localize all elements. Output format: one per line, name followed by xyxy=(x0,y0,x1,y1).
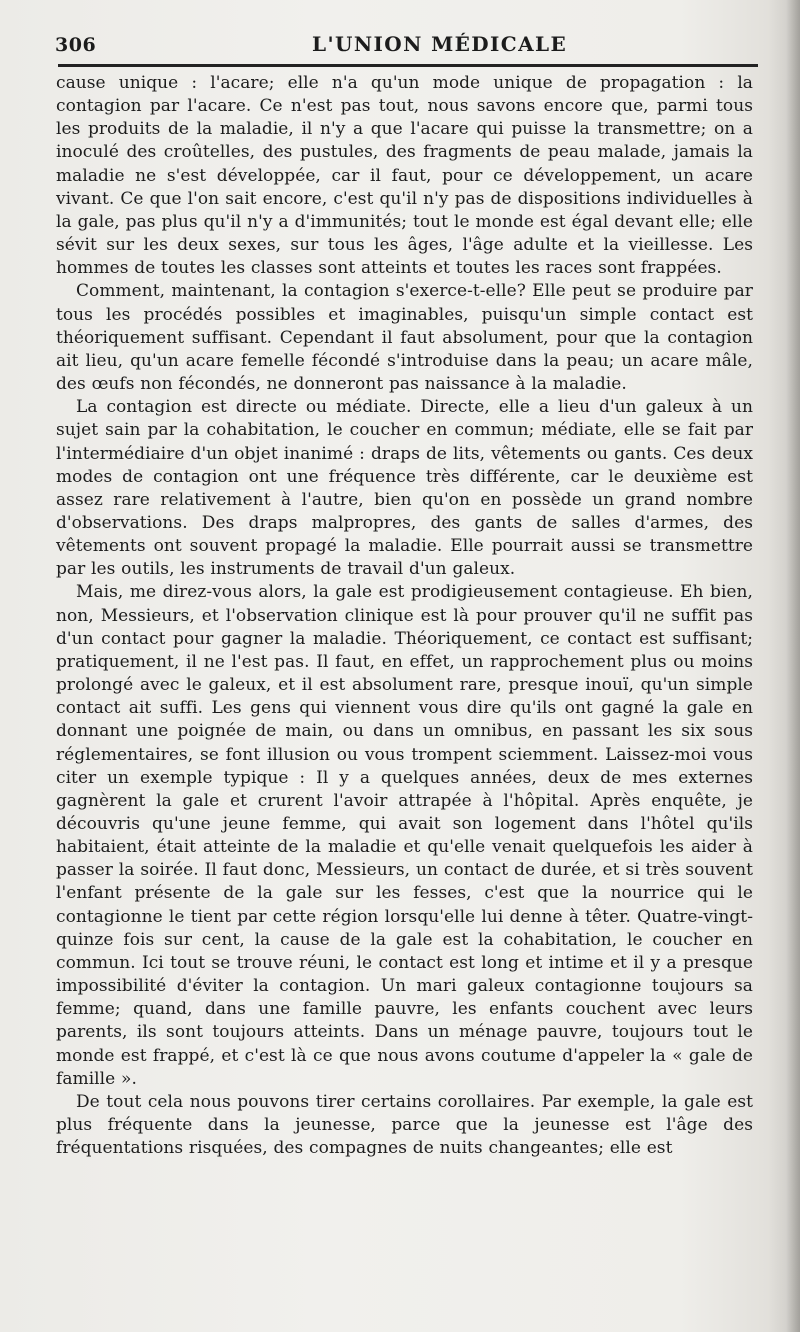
page-number: 306 xyxy=(55,34,97,56)
paragraph-1: cause unique : l'acare; elle n'a qu'un mode unique de propagation : la contagion par l'acare. Ce n'est pas tout, nous savons encore que, parmi tous les produits de la maladie, il n'y a que l'acare qui puisse la transmettre; on a inoculé des croûtelles, des pustules, des fragments de peau malade, jamais la maladie ne s'est développée, car il faut, pour ce développement, un acare vivant. Ce que l'on sait encore, c'est qu'il n'y pas de dispositions individuelles à la gale, pas plus qu'il n'y a d'immunités; tout le monde est égal devant elle; elle sévit sur les deux sexes, sur tous les âges, l'âge adulte et la vieillesse. Les hommes de toutes les classes sont atteints et toutes les races sont frappées. xyxy=(56,73,753,279)
header-rule xyxy=(58,64,758,67)
running-header xyxy=(52,30,750,58)
paragraph-5: De tout cela nous pouvons tirer certains corollaires. Par exemple, la gale est plus fréquente dans la jeunesse, parce que la jeunesse est l'âge des fréquentations risquées, des compagnes de nuits changeantes; elle est xyxy=(56,1091,753,1159)
body-text xyxy=(56,72,753,1160)
journal-title: L'UNION MÉDICALE xyxy=(312,32,568,56)
paragraph-3: La contagion est directe ou médiate. Directe, elle a lieu d'un galeux à un sujet sain par la cohabitation, le coucher en commun; médiate, elle se fait par l'intermédiaire d'un objet inanimé : draps de lits, vêtements ou gants. Ces deux modes de contagion ont une fréquence très différente, car le deuxième est assez rare relativement à l'autre, bien qu'on en possède un grand nombre d'observations. Des draps malpropres, des gants de salles d'armes, des vêtements ont souvent propagé la maladie. Elle pourrait aussi se transmettre par les outils, les instruments de travail d'un galeux. xyxy=(56,397,753,580)
paragraph-2: Comment, maintenant, la contagion s'exerce-t-elle? Elle peut se produire par tous les procédés possibles et imaginables, puisqu'un simple contact est théoriquement suffisant. Cependant il faut absolument, pour que la contagion ait lieu, qu'un acare femelle fécondé s'introduise dans la peau; un acare mâle, des œufs non fécondés, ne donneront pas naissance à la maladie. xyxy=(56,281,753,395)
paragraph-4: Mais, me direz-vous alors, la gale est prodigieusement contagieuse. Eh bien, non, Messieurs, et l'observation clinique est là pour prouver qu'il ne suffit pas d'un contact pour gagner la maladie. Théoriquement, ce contact est suffisant; pratiquement, il ne l'est pas. Il faut, en effet, un rapprochement plus ou moins prolongé avec le galeux, et il est absolument rare, presque inouï, qu'un simple contact ait suffi. Les gens qui viennent vous dire qu'ils ont gagné la gale en donnant une poignée de main, ou dans un omnibus, en passant les six sous réglementaires, se font illusion ou vous trompent sciemment. Laissez-moi vous citer un exemple typique : Il y a quelques années, deux de mes externes gagnèrent la gale et crurent l'avoir attrapée à l'hôpital. Après enquête, je découvris qu'une jeune femme, qui avait son logement dans l'hôtel qu'ils habitaient, était atteinte de la maladie et qu'elle venait quelquefois les aider à passer la soirée. Il faut donc, Messieurs, un contact de durée, et si très souvent l'enfant présente de la gale sur les fesses, c'est que la nourrice qui le contagionne le tient par cette région lorsqu'elle lui denne à têter. Quatre-vingt-quinze fois sur cent, la cause de la gale est la cohabitation, le coucher en commun. Ici tout se trouve réuni, le contact est long et intime et il y a presque impossibilité d'éviter la contagion. Un mari galeux contagionne toujours sa femme; quand, dans une famille pauvre, les enfants couchent avec leurs parents, ils sont toujours atteints. Dans un ménage pauvre, toujours tout le monde est frappé, et c'est là ce que nous avons coutume d'appeler la « gale de famille ». xyxy=(56,582,753,1089)
page-edge-shadow xyxy=(786,0,800,1332)
